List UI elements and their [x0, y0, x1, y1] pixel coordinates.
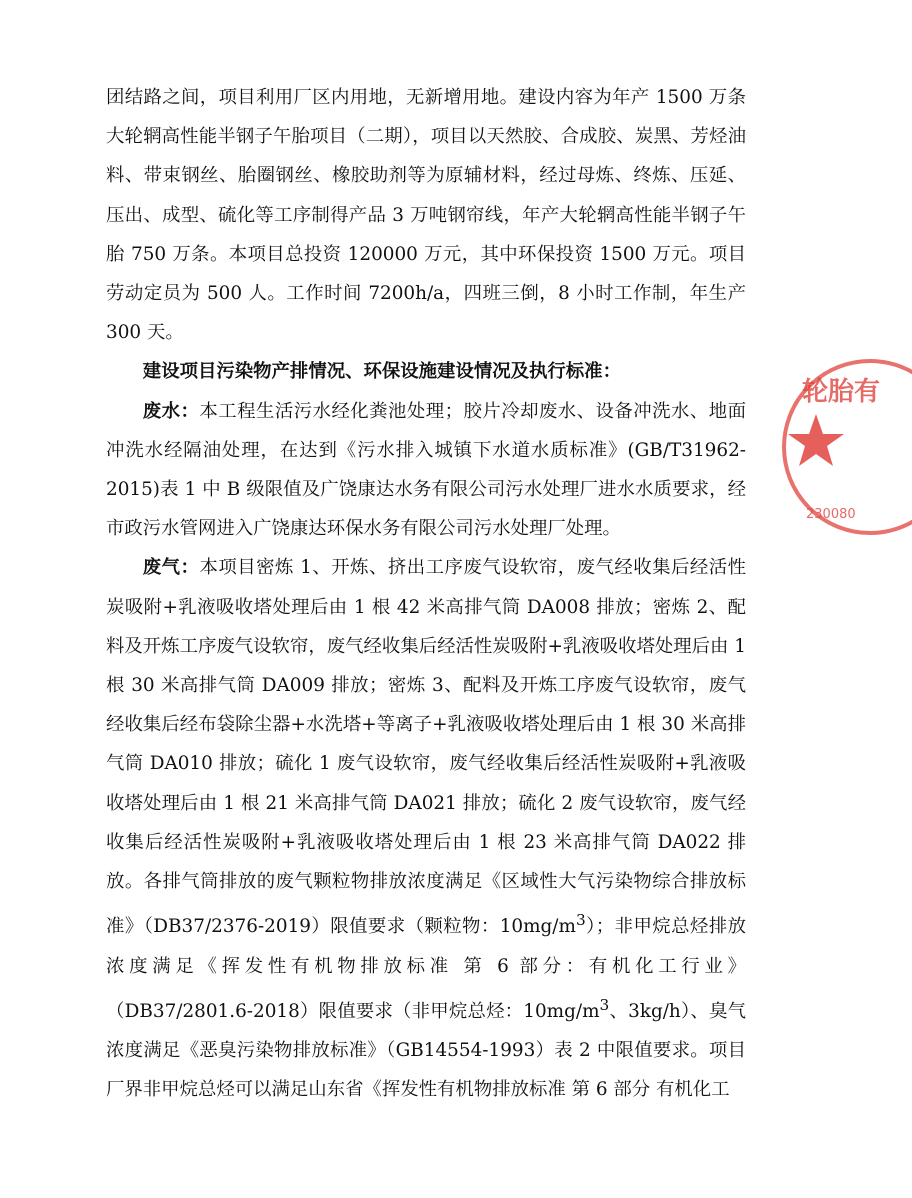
exhaust-gas-text-2: ）；非甲烷总烃排放浓度满足《挥发性有机物排放标准 第 6 部分：有机化工行业》（DB37/2801.6-2018）限值要求（非甲烷总烃：10mg/m — [106, 916, 746, 1022]
wastewater-paragraph — [106, 392, 746, 549]
section-heading: 建设项目污染物产排情况、环保设施建设情况及执行标准： — [142, 361, 621, 383]
exhaust-gas-text-1: 本项目密炼 1、开炼、挤出工序废气设软帘，废气经收集后经活性炭吸附+乳液吸收塔处理后由 1 根 42 米高排气筒 DA008 排放；密炼 2、配料及开炼工序废气设软帘，废气经收集后经活性炭吸附+乳液吸收塔处理后由 1 根 30 米高排气筒 DA009 排放；密炼 3、配料及开炼工序废气设软帘，废气经收集后经布袋除尘器+水洗塔+等离子+乳液吸收塔处理后由 1 根 30 米高排气筒 DA010 排放；硫化 1 废气设软帘，废气经收集后经活性炭吸附+乳液吸收塔处理后由 1 根 21 米高排气筒 DA021 排放；硫化 2 废气设软帘，废气经收集后经活性炭吸附+乳液吸收塔处理后由 1 根 23 米高排气筒 DA022 排放。各排气筒排放的废气颗粒物排放浓度满足《区域性大气污染物综合排放标准》（DB37/2376-2019）限值要求（颗粒物：10mg/m — [106, 557, 746, 938]
exhaust-gas-paragraph — [106, 548, 746, 1109]
seal-star-icon — [788, 414, 844, 466]
seal-text-bottom: 230080 — [806, 507, 856, 522]
exhaust-gas-label: 废气： — [142, 557, 200, 579]
superscript-3b: 3 — [599, 995, 610, 1014]
red-seal-stamp — [792, 352, 912, 542]
document-body — [106, 78, 746, 1110]
project-overview-paragraph: 团结路之间，项目利用厂区内用地，无新增用地。建设内容为年产 1500 万条大轮辋高性能半钢子午胎项目（二期），项目以天然胶、合成胶、炭黑、芳烃油料、带束钢丝、胎圈钢丝、橡胶助剂等为原辅材料，经过母炼、终炼、压延、压出、成型、硫化等工序制得产品 3 万吨钢帘线，年产大轮辋高性能半钢子午胎 750 万条。本项目总投资 120000 万元，其中环保投资 1500 万元。项目劳动定员为 500 人。工作时间 7200h/a，四班三倒，8 小时工作制，年生产 300 天。 — [106, 87, 746, 344]
wastewater-text: 本工程生活污水经化粪池处理；胶片冷却废水、设备冲洗水、地面冲洗水经隔油处理，在达到《污水排入城镇下水道水质标准》(GB/T31962-2015)表 1 中 B 级限值及广饶康达水务有限公司污水处理厂进水水质要求，经市政污水管网进入广饶康达环保水务有限公司污水处理厂处理。 — [106, 400, 746, 540]
wastewater-label: 废水： — [142, 400, 200, 422]
exhaust-gas-text-3: 、3kg/h）、臭气浓度满足《恶臭污染物排放标准》（GB14554-1993）表 2 中限值要求。项目厂界非甲烷总烃可以满足山东省《挥发性有机物排放标准 第 6 部分 有机化工 — [106, 1000, 746, 1101]
seal-text-top: 轮胎有 — [802, 377, 881, 407]
superscript-3: 3 — [575, 911, 586, 930]
